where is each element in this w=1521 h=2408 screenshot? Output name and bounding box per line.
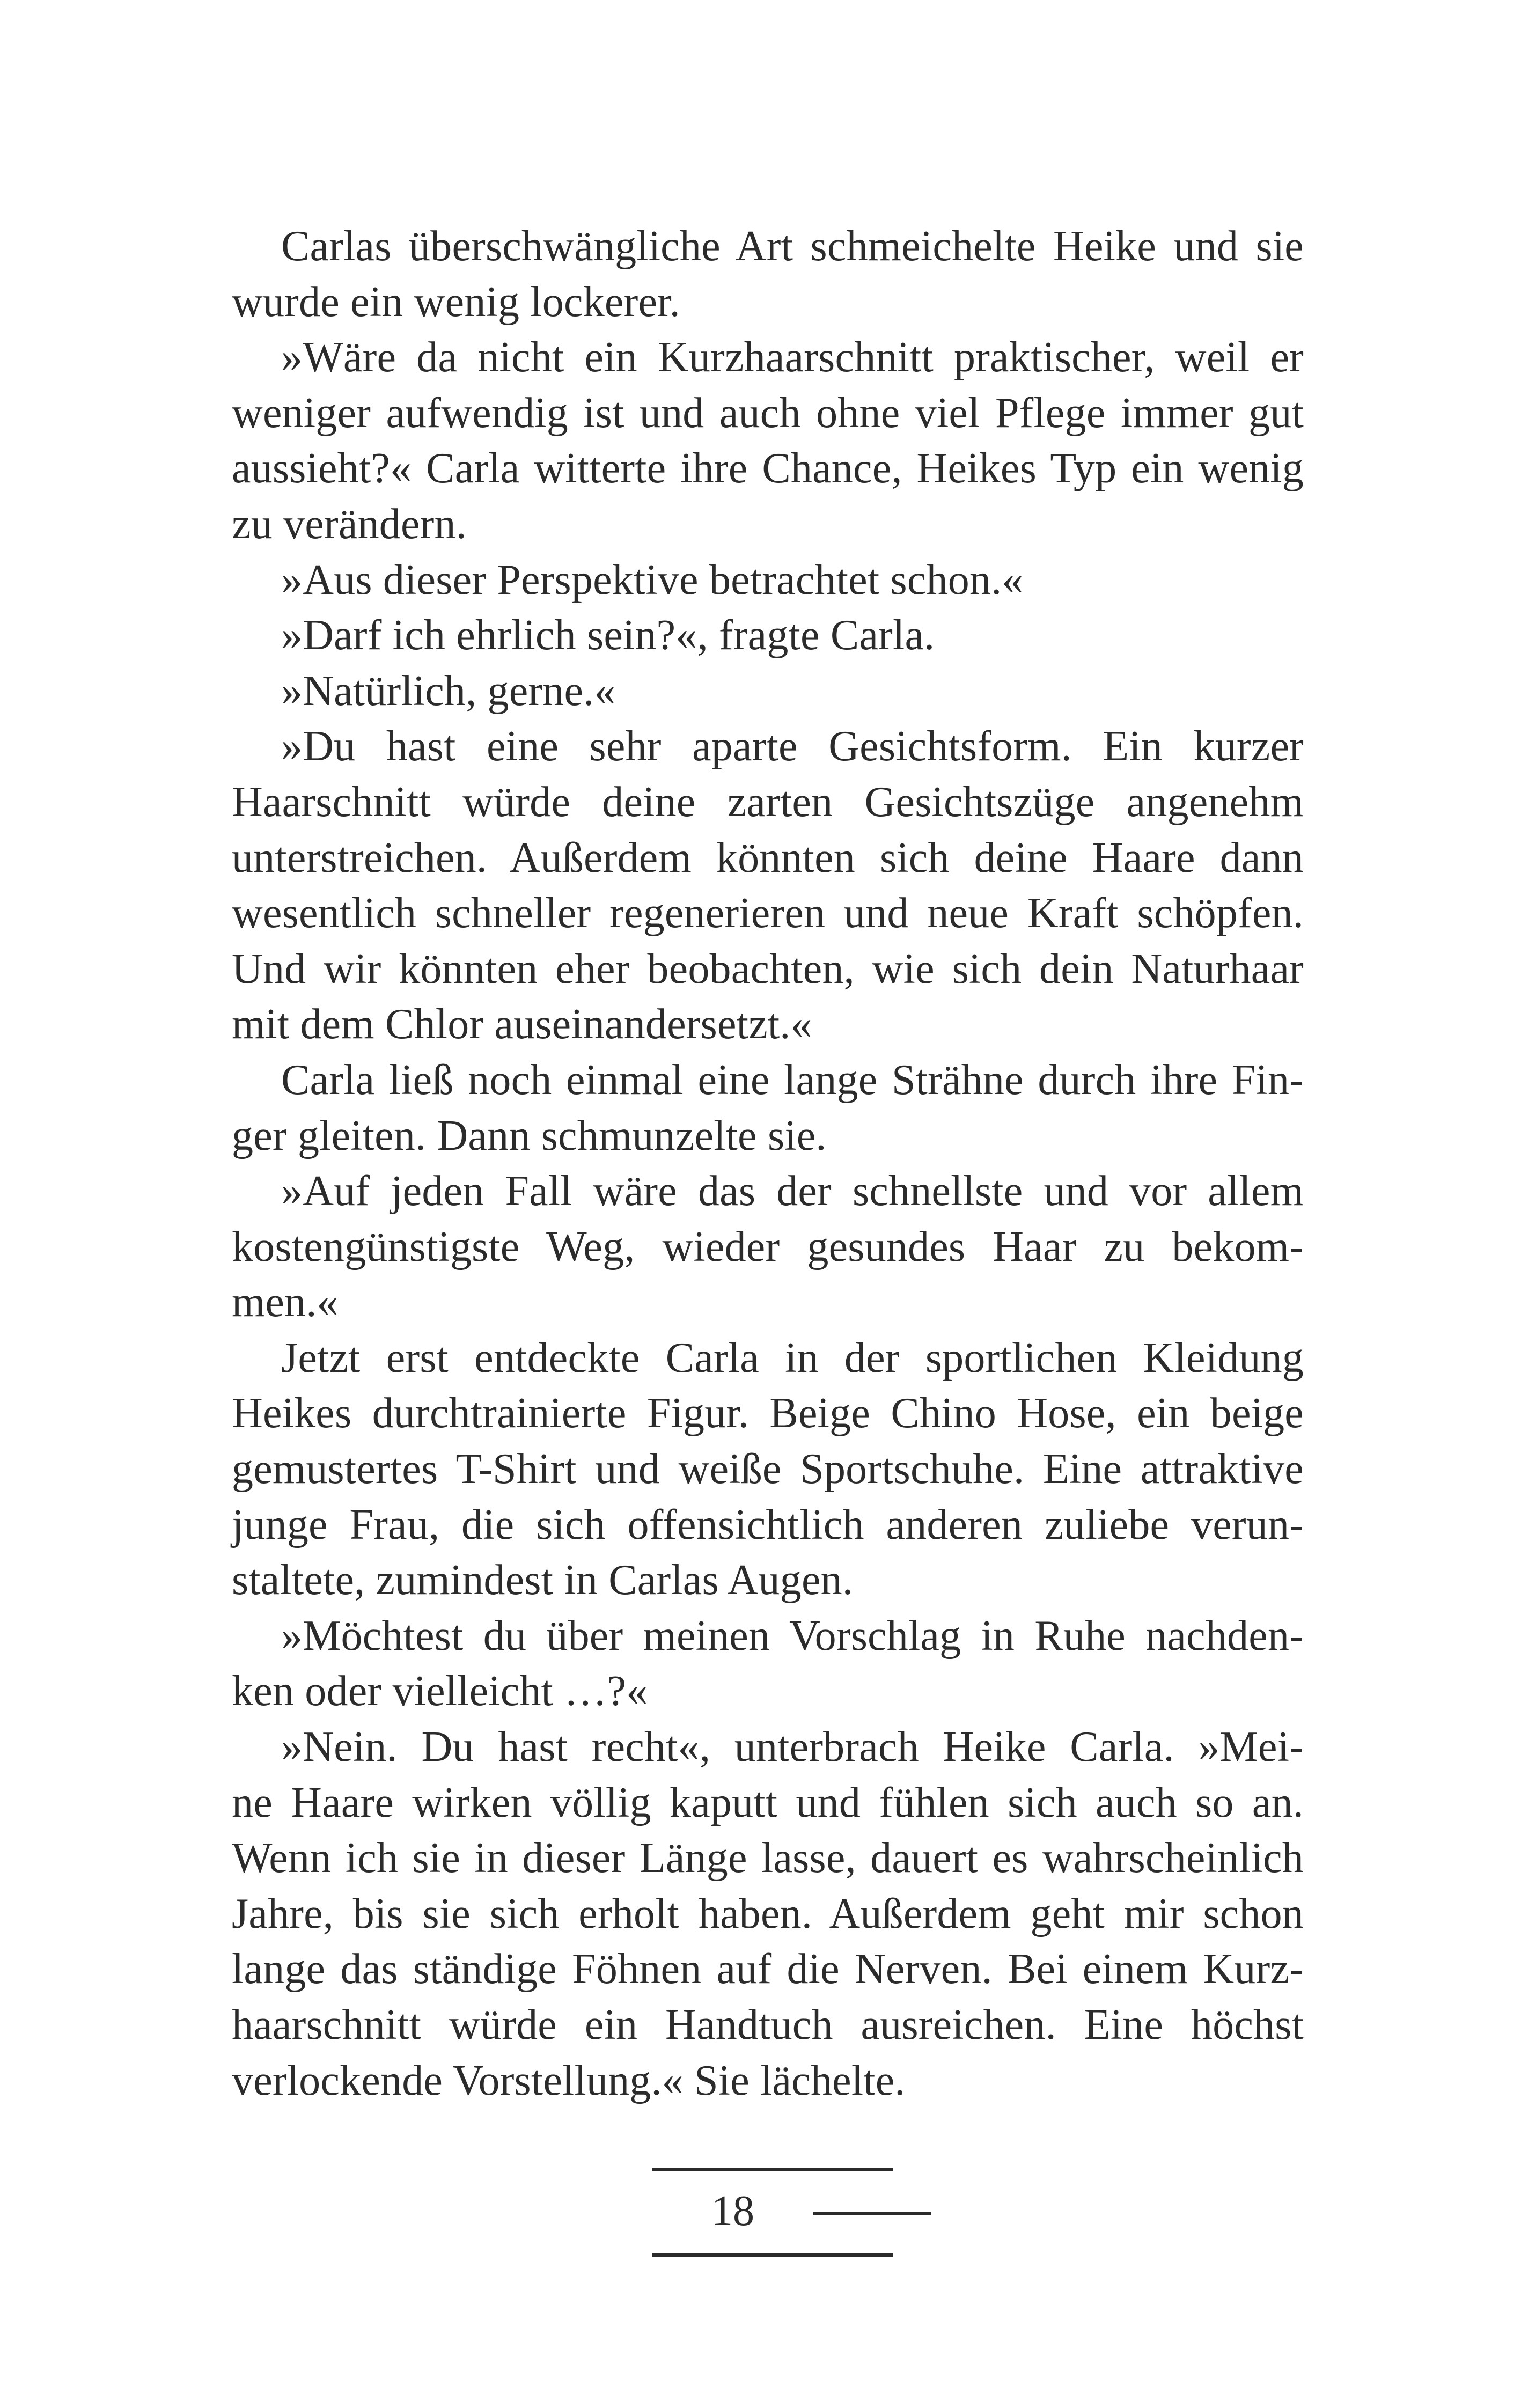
- text-line: »Möchtest du über meinen Vorschlag in Ruhe nachden-: [281, 1612, 1304, 1660]
- text-line: Carla ließ noch einmal eine lange Strähne durch ihre Fin-: [281, 1056, 1304, 1104]
- text-line: »Darf ich ehrlich sein?«, fragte Carla.: [281, 612, 935, 659]
- text-line: Und wir könnten eher beobachten, wie sich dein Naturhaar: [232, 945, 1304, 993]
- text-line: Jahre, bis sie sich erholt haben. Außerdem geht mir schon: [232, 1890, 1304, 1937]
- text-line: kostengünstigste Weg, wieder gesundes Haar zu bekom-: [232, 1223, 1304, 1271]
- page-number: 18: [711, 2187, 754, 2235]
- text-line: »Auf jeden Fall wäre das der schnellste und vor allem: [281, 1168, 1304, 1215]
- folio-rule-top: [652, 2168, 893, 2171]
- text-line: ken oder vielleicht …?«: [232, 1668, 648, 1715]
- text-line: staltete, zumindest in Carlas Augen.: [232, 1557, 854, 1604]
- text-line: zu verändern.: [232, 500, 467, 548]
- text-line: »Nein. Du hast recht«, unterbrach Heike Carla. »Mei-: [281, 1723, 1304, 1771]
- text-line: unterstreichen. Außerdem könnten sich deine Haare dann: [232, 834, 1304, 882]
- text-line: haarschnitt würde ein Handtuch ausreichen. Eine höchst: [232, 2001, 1304, 2049]
- text-line: verlockende Vorstellung.« Sie lächelte.: [232, 2057, 906, 2104]
- text-line: wesentlich schneller regenerieren und neue Kraft schöpfen.: [232, 890, 1304, 937]
- text-line: »Wäre da nicht ein Kurzhaarschnitt praktischer, weil er: [281, 334, 1304, 381]
- text-line: Heikes durchtrainierte Figur. Beige Chino Hose, ein beige: [232, 1390, 1304, 1437]
- text-line: lange das ständige Föhnen auf die Nerven. Bei einem Kurz-: [232, 1946, 1304, 1993]
- text-line: »Aus dieser Perspektive betrachtet schon.«: [281, 556, 1024, 604]
- text-line: »Du hast eine sehr aparte Gesichtsform. Ein kurzer: [281, 723, 1304, 770]
- text-line: weniger aufwendig ist und auch ohne viel Pflege immer gut: [232, 389, 1304, 437]
- text-line: ger gleiten. Dann schmunzelte sie.: [232, 1112, 827, 1159]
- text-line: junge Frau, die sich offensichtlich anderen zuliebe verun-: [232, 1501, 1304, 1548]
- text-line: »Natürlich, gerne.«: [281, 667, 616, 715]
- text-line: mit dem Chlor auseinandersetzt.«: [232, 1001, 812, 1048]
- text-line: wurde ein wenig lockerer.: [232, 278, 680, 326]
- folio-rule-bottom: [652, 2253, 893, 2257]
- page-folio: [652, 2168, 931, 2275]
- text-line: ne Haare wirken völlig kaputt und fühlen sich auch so an.: [232, 1779, 1304, 1826]
- folio-rule-middle: [813, 2212, 931, 2215]
- text-line: Jetzt erst entdeckte Carla in der sportlichen Kleidung: [281, 1334, 1304, 1382]
- body-text: [232, 219, 1304, 2109]
- text-line: Wenn ich sie in dieser Länge lasse, dauert es wahrscheinlich: [232, 1834, 1304, 1882]
- text-line: gemustertes T-Shirt und weiße Sportschuhe. Eine attraktive: [232, 1445, 1304, 1493]
- text-line: Haarschnitt würde deine zarten Gesichtszüge angenehm: [232, 778, 1304, 826]
- text-line: aussieht?« Carla witterte ihre Chance, Heikes Typ ein wenig: [232, 445, 1304, 493]
- text-line: Carlas überschwängliche Art schmeichelte Heike und sie: [281, 223, 1304, 270]
- text-line: men.«: [232, 1279, 339, 1326]
